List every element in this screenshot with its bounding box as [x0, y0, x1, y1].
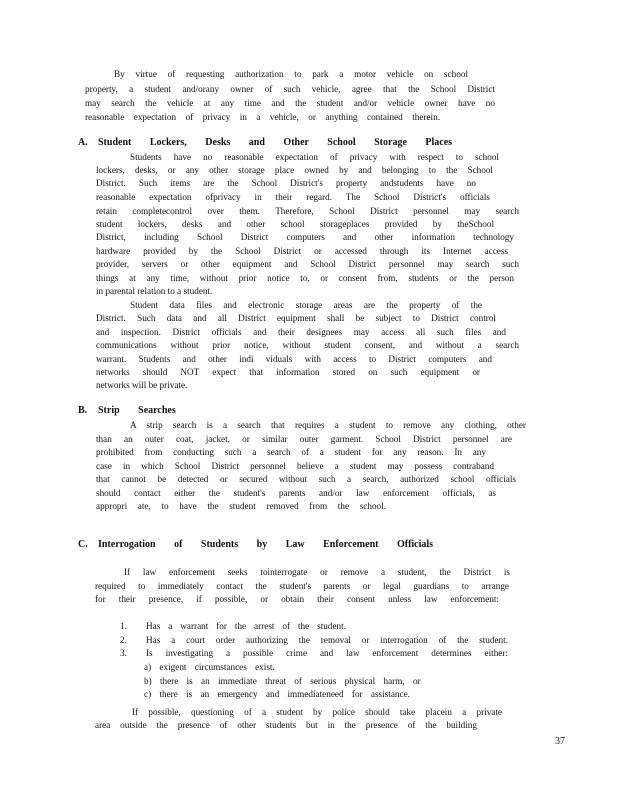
section-a-para1-line: District, including School District computers and other information technology: [96, 232, 514, 242]
intro-line: property, a student and/orany owner of such vehicle, agree that the School District: [85, 84, 495, 94]
list-text: Has a court order authorizing the removal or interrogation of the student.: [146, 635, 508, 645]
section-b-para1-line: than an outer coat, jacket, or similar outer garment. School District personnel are: [96, 434, 512, 444]
section-a-para1-line: provider, servers or other equipment and School District personnel may search such: [96, 259, 519, 269]
section-b-para1-line: appropri ate, to have the student removed from the school.: [96, 501, 386, 511]
section-a-heading: [78, 137, 452, 148]
section-a-para1-line: hardware provided by the School District or accessed through its Internet access: [96, 246, 508, 256]
list-text: Is investigating a possible crime and law enforcement determines either:: [146, 648, 508, 658]
section-b-letter: B.: [78, 405, 88, 416]
sub-list-item: a) exigent circumstances exist.: [144, 662, 275, 672]
section-b-para1-line: case in which School District personnel believe a student may possess contraband: [96, 461, 494, 471]
page-number: 37: [555, 736, 565, 747]
section-a-para1-line: in parental relation to a student.: [96, 286, 213, 296]
section-a-para2-line: networks should NOT expect that information stored on such equipment or: [96, 367, 480, 377]
section-a-para1-line: reasonable expectation ofprivacy in their regard. The School District's officials: [96, 192, 490, 202]
section-a-title: Student Lockers, Desks and Other School Storage Places: [98, 137, 453, 148]
section-c-para2-line: If possible, questioning of a student by police should take placein a private: [132, 707, 502, 717]
list-number: 1.: [120, 621, 127, 631]
section-b-para1-line: that cannot be detected or secured without such a search, authorized school officials: [96, 474, 516, 484]
section-a-para2-line: District. Such data and all District equipment shall be subject to District control: [96, 313, 496, 323]
intro-line: By virtue of requesting authorization to park a motor vehicle on school: [114, 69, 468, 79]
section-a-para2-line: communications without prior notice, without student consent, and without a search: [96, 340, 519, 350]
section-c-title: Interrogation of Students by Law Enforcement Officials: [98, 539, 434, 550]
section-b-para1-line: A strip search is a search that requires a student to remove any clothing, other: [130, 420, 526, 430]
section-c-para1-line: for their presence, if possible, or obtain their consent unless law enforcement:: [95, 594, 499, 604]
section-a-para1-line: things at any time, without prior notice to, or consent from, students or the person: [96, 273, 514, 283]
intro-line: reasonable expectation of privacy in a vehicle, or anything contained therein.: [85, 112, 440, 122]
section-c-letter: C.: [78, 539, 88, 550]
section-c-para1-line: If law enforcement seeks tointerrogate or remove a student, the District is: [124, 567, 510, 577]
section-a-para2-line: Student data files and electronic storage areas are the property of the: [130, 300, 482, 310]
sub-list-item: c) there is an emergency and immediateneed for assistance.: [144, 689, 410, 699]
list-text: Has a warrant for the arrest of the student.: [146, 621, 346, 631]
list-number: 2.: [120, 635, 127, 645]
section-a-para1-line: Students have no reasonable expectation of privacy with respect to school: [130, 152, 499, 162]
section-b-para1-line: should contact either the student's parents and/or law enforcement officials, as: [96, 488, 496, 498]
section-c-para1-line: required to immediately contact the student's parents or legal guardians to arrange: [95, 581, 509, 591]
sub-list-item: b) there is an immediate threat of serious physical harm, or: [144, 676, 421, 686]
section-b-para1-line: prohibited from conducting such a search of a student for any reason. In any: [96, 447, 486, 457]
section-a-para1-line: retain completecontrol over them. Therefore, School District personnel may search: [96, 206, 519, 216]
section-c-para2-line: area outside the presence of other students but in the presence of the building: [95, 720, 477, 730]
section-b-title: Strip Searches: [98, 405, 176, 416]
section-b-heading: [78, 405, 176, 416]
section-a-para1-line: student lockers, desks and other school storageplaces provided by theSchool: [96, 219, 494, 229]
section-a-para1-line: District. Such items are the School District's property andstudents have no: [96, 178, 476, 188]
section-a-letter: A.: [78, 137, 88, 148]
section-a-para2-line: networks will be private.: [96, 380, 188, 390]
section-a-para2-line: and inspection. District officials and their designees may access all such files and: [96, 327, 506, 337]
section-a-para1-line: lockers, desks, or any other storage place owned by and belonging to the School: [96, 165, 493, 175]
intro-line: may search the vehicle at any time and the student and/or vehicle owner have no: [85, 98, 495, 108]
section-a-para2-line: warrant. Students and other indi viduals with access to District computers and: [96, 354, 492, 364]
list-number: 3.: [120, 648, 127, 658]
section-c-heading: [78, 539, 433, 550]
